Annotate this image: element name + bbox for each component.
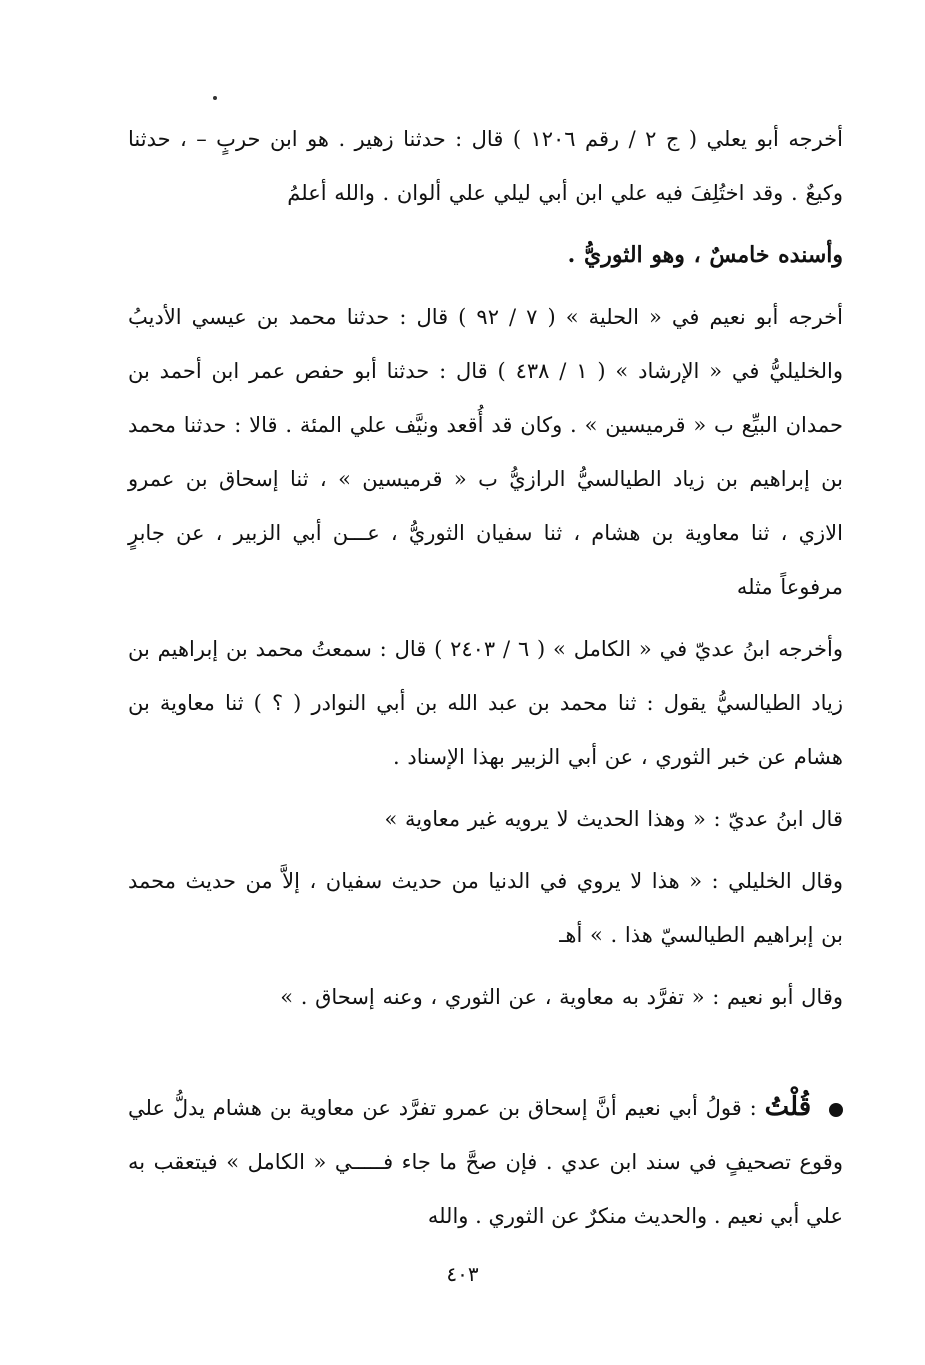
- scan-speck: [213, 96, 217, 100]
- paragraph-abu-yala: أخرجه أبو يعلي ( ج ٢ / رقم ١٢٠٦ ) قال : حدثنا زهير . هو ابن حربٍ – ، حدثنا وكيعٌ . وقد اختُلِفَ فيه علي ابن أبي ليلي علي ألوان . والله أعلمُ: [128, 127, 843, 205]
- paragraph-ibn-adi-kamil: وأخرجه ابنُ عديّ في « الكامل » ( ٦ / ٢٤٠٣ ) قال : سمعتُ محمد بن إبراهيم بن زياد الطيالسيُّ يقول : ثنا محمد بن عبد الله بن أبي النوادر ( ؟ ) ثنا معاوية بن هشام عن خبر الثوري ، عن أبي الزبير بهذا الإسناد .: [128, 637, 843, 769]
- paragraph-ibn-adi-quote: قال ابنُ عديّ : « وهذا الحديث لا يرويه غير معاوية »: [384, 807, 843, 831]
- page-number: ٤٠٣: [446, 1262, 479, 1286]
- bullet-icon: [829, 1103, 843, 1117]
- paragraph-abu-nuaim-quote: وقال أبو نعيم : « تفرَّد به معاوية ، عن الثوري ، وعنه إسحاق . »: [280, 985, 843, 1009]
- commentary-label: قُلْتُ: [764, 1092, 812, 1122]
- commentary-paragraph: [128, 1080, 843, 1243]
- paragraph-fifth-chain: وأسنده خامسٌ ، وهو الثوريُّ .: [567, 242, 843, 268]
- section-gap: [128, 1032, 843, 1080]
- page-body: [128, 112, 843, 1243]
- commentary-text: : قولُ أبي نعيم أنَّ إسحاق بن عمرو تفرَّد عن معاوية بن هشام يدلُّ علي وقوع تصحيفٍ في سند ابن عدي . فإن صحَّ ما جاء فـــــي « الكامل » فيتعقب به علي أبي نعيم . والحديث منكرٌ عن الثوري . والله: [128, 1096, 843, 1228]
- paragraph-khalili-quote: وقال الخليلي : « هذا لا يروي في الدنيا من حديث سفيان ، إلاَّ من حديث محمد بن إبراهيم الطيالسيّ هذا . » أهـ: [128, 869, 843, 947]
- paragraph-abu-nuaim-hilya: أخرجه أبو نعيم في « الحلية » ( ٧ / ٩٢ ) قال : حدثنا محمد بن عيسي الأديبُ والخليليُّ في « الإرشاد » ( ١ / ٤٣٨ ) قال : حدثنا أبو حفص عمر ابن أحمد بن حمدان البيِّع ب « قرميسين » . وكان قد أُقعد ونيَّف علي المئة . قالا : حدثنا محمد بن إبراهيم بن زياد الطيالسيُّ الرازيُّ ب « قرميسين » ، ثنا إسحاق بن عمرو الازي ، ثنا معاوية بن هشام ، ثنا سفيان الثوريُّ ، عـــن أبي الزبير ، عن جابرٍ مرفوعاً مثله: [128, 305, 843, 599]
